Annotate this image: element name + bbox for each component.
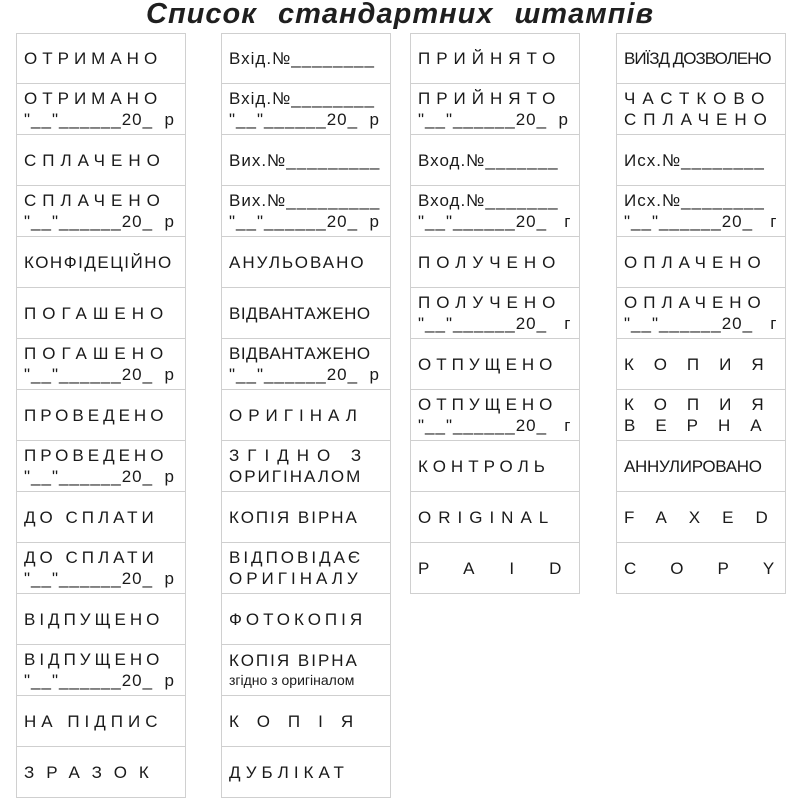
stamp-text: КОПИЯ [624, 354, 784, 374]
stamp-text: ДУБЛІКАТ [229, 762, 349, 782]
stamp-cell [222, 84, 390, 135]
stamp-text: ОТРИМАНО [24, 89, 163, 108]
stamp-cell [411, 543, 597, 594]
stamp-subtext: "__"______20_ р [24, 212, 175, 231]
stamp-text: Вхід.№________ [229, 89, 375, 108]
stamp-text: ОПЛАЧЕНО [624, 293, 767, 312]
stamp-text: ДО СПЛАТИ [24, 507, 158, 527]
stamp-subtext: "__"______20_ р [418, 110, 569, 129]
stamp-cell [411, 33, 579, 84]
stamp-text: ФОТОКОПІЯ [229, 609, 367, 629]
stamp-cell [617, 135, 785, 186]
stamp-text: ЧАСТКОВО [624, 89, 772, 108]
stamp-text: ПРИЙНЯТО [418, 49, 562, 68]
stamp-cell [17, 492, 185, 543]
stamp-text: ОПЛАЧЕНО [624, 252, 767, 272]
stamp-text: ПОГАШЕНО [24, 344, 170, 363]
stamp-subtext: ОРИГІНАЛУ [229, 569, 362, 588]
stamp-cell [222, 696, 390, 747]
stamp-cell [222, 186, 390, 237]
stamp-text: ПРИЙНЯТО [418, 89, 562, 108]
stamp-text: ПРОВЕДЕНО [24, 446, 168, 465]
stamp-text: FAXED [624, 507, 790, 527]
stamp-subtext: "__"______20_ р [24, 671, 175, 690]
page-title: Список стандартних штампів [146, 0, 654, 30]
stamp-text: COPY [624, 558, 808, 578]
stamp-cell [17, 390, 185, 441]
stamp-text: ОРИГІНАЛ [229, 405, 363, 425]
stamp-subtext: "__"______20_ р [24, 467, 175, 486]
stamp-cell [411, 84, 579, 135]
stamp-text: ВІДВАНТАЖЕНО [229, 303, 371, 323]
stamp-text: СПЛАЧЕНО [24, 191, 166, 210]
stamp-cell [411, 135, 579, 186]
stamp-subtext: "__"______20_ р [229, 110, 380, 129]
stamp-cell [222, 237, 390, 288]
stamp-cell [617, 186, 785, 237]
stamp-text: ОТПУЩЕНО [418, 395, 558, 414]
stamp-text: Вих.№_________ [229, 150, 381, 170]
stamp-text: ПРОВЕДЕНО [24, 405, 168, 425]
stamp-text: Вход.№_______ [418, 191, 559, 210]
stamp-text: ВІДВАНТАЖЕНО [229, 344, 371, 363]
stamp-cell [222, 33, 390, 84]
stamp-text: ПОГАШЕНО [24, 303, 170, 323]
stamp-text: КОПІЯ ВІРНА [229, 507, 359, 527]
stamp-cell [411, 492, 579, 543]
stamp-subtext: "__"______20_ р [24, 365, 175, 384]
stamp-column-1 [16, 33, 186, 798]
stamp-text: АНУЛЬОВАНО [229, 252, 366, 272]
stamp-text: КОНТРОЛЬ [418, 456, 550, 476]
stamp-column-4 [616, 33, 808, 594]
stamp-subtext: "__"______20_ г [418, 416, 572, 435]
stamp-cell [617, 84, 785, 135]
stamp-cell [617, 390, 785, 441]
stamp-subtext: СПЛАЧЕНО [624, 110, 774, 129]
stamp-cell [222, 339, 390, 390]
stamp-text: НА ПІДПИС [24, 711, 163, 731]
stamp-text: ДО СПЛАТИ [24, 548, 158, 567]
stamp-text: ЗГІДНО З [229, 446, 370, 465]
stamp-text: ПОЛУЧЕНО [418, 293, 562, 312]
stamp-text: Вход.№_______ [418, 150, 559, 170]
stamp-cell [222, 543, 390, 594]
stamp-subtext: згідно з оригіналом [229, 672, 355, 688]
stamp-text: ЗРАЗОК [24, 762, 161, 782]
stamp-cell [222, 441, 390, 492]
stamp-cell [17, 543, 185, 594]
stamp-text: ОТРИМАНО [24, 49, 163, 68]
stamp-cell [17, 747, 185, 798]
stamp-cell [617, 288, 785, 339]
stamp-cell [17, 594, 185, 645]
stamp-cell [617, 237, 785, 288]
stamp-text: КОПИЯ [624, 395, 784, 414]
stamp-cell [222, 747, 390, 798]
stamp-text: КОПІЯ [229, 711, 372, 731]
stamp-subtext: ВЕРНА [624, 416, 782, 435]
stamp-subtext: "__"______20_ г [624, 314, 778, 333]
stamp-cell [222, 594, 390, 645]
stamp-text: Вих.№_________ [229, 191, 381, 210]
stamp-cell [17, 339, 185, 390]
stamp-text: СПЛАЧЕНО [24, 150, 166, 170]
stamp-text: Исх.№________ [624, 150, 765, 170]
stamp-subtext: "__"______20_ р [229, 212, 380, 231]
stamp-cell [411, 186, 579, 237]
stamp-text: ВІДПУЩЕНО [24, 609, 164, 629]
stamp-subtext: "__"______20_ г [418, 314, 572, 333]
stamp-subtext: "__"______20_ р [24, 569, 175, 588]
stamp-cell [17, 84, 185, 135]
stamp-cell [617, 441, 785, 492]
stamp-cell [617, 33, 785, 84]
stamp-cell [411, 390, 579, 441]
stamp-text: ORIGINAL [418, 507, 556, 527]
stamp-cell [411, 441, 579, 492]
stamp-cell [17, 33, 185, 84]
stamp-text: ПОЛУЧЕНО [418, 252, 562, 272]
stamp-text: КОПІЯ ВІРНА [229, 651, 359, 670]
stamp-cell [222, 645, 390, 696]
stamp-cell [17, 441, 185, 492]
stamp-cell [17, 186, 185, 237]
stamp-text: Вхід.№________ [229, 49, 375, 68]
stamp-subtext: "__"______20_ р [24, 110, 175, 129]
stamp-text: Исх.№________ [624, 191, 765, 210]
stamp-column-3 [410, 33, 597, 594]
stamp-cell [222, 135, 390, 186]
stamp-text: ВІДПОВІДАЄ [229, 548, 364, 567]
stamp-subtext: "__"______20_ г [624, 212, 778, 231]
stamp-text: ВИЇЗД ДОЗВОЛЕНО [624, 49, 771, 68]
stamp-cell [17, 288, 185, 339]
stamp-cell [17, 645, 185, 696]
stamp-subtext: "__"______20_ р [229, 365, 380, 384]
stamp-cell [222, 492, 390, 543]
stamp-cell [411, 288, 579, 339]
stamp-cell [617, 543, 808, 594]
stamp-text: PAID [418, 558, 597, 578]
stamp-cell [17, 696, 185, 747]
stamp-cell [17, 237, 185, 288]
stamp-column-2 [221, 33, 391, 798]
stamp-cell [617, 339, 785, 390]
stamp-cell [17, 135, 185, 186]
stamp-cell [222, 390, 390, 441]
stamp-subtext: "__"______20_ г [418, 212, 572, 231]
stamp-subtext: ОРИГІНАЛОМ [229, 467, 363, 486]
stamp-text: КОНФІДЕЦІЙНО [24, 252, 173, 272]
stamp-text: АННУЛИРОВАНО [624, 456, 762, 476]
stamp-cell [411, 339, 579, 390]
stamp-text: ОТПУЩЕНО [418, 354, 558, 374]
stamp-cell [222, 288, 390, 339]
stamp-cell [411, 237, 579, 288]
stamp-text: ВІДПУЩЕНО [24, 650, 164, 669]
stamp-cell [617, 492, 790, 543]
